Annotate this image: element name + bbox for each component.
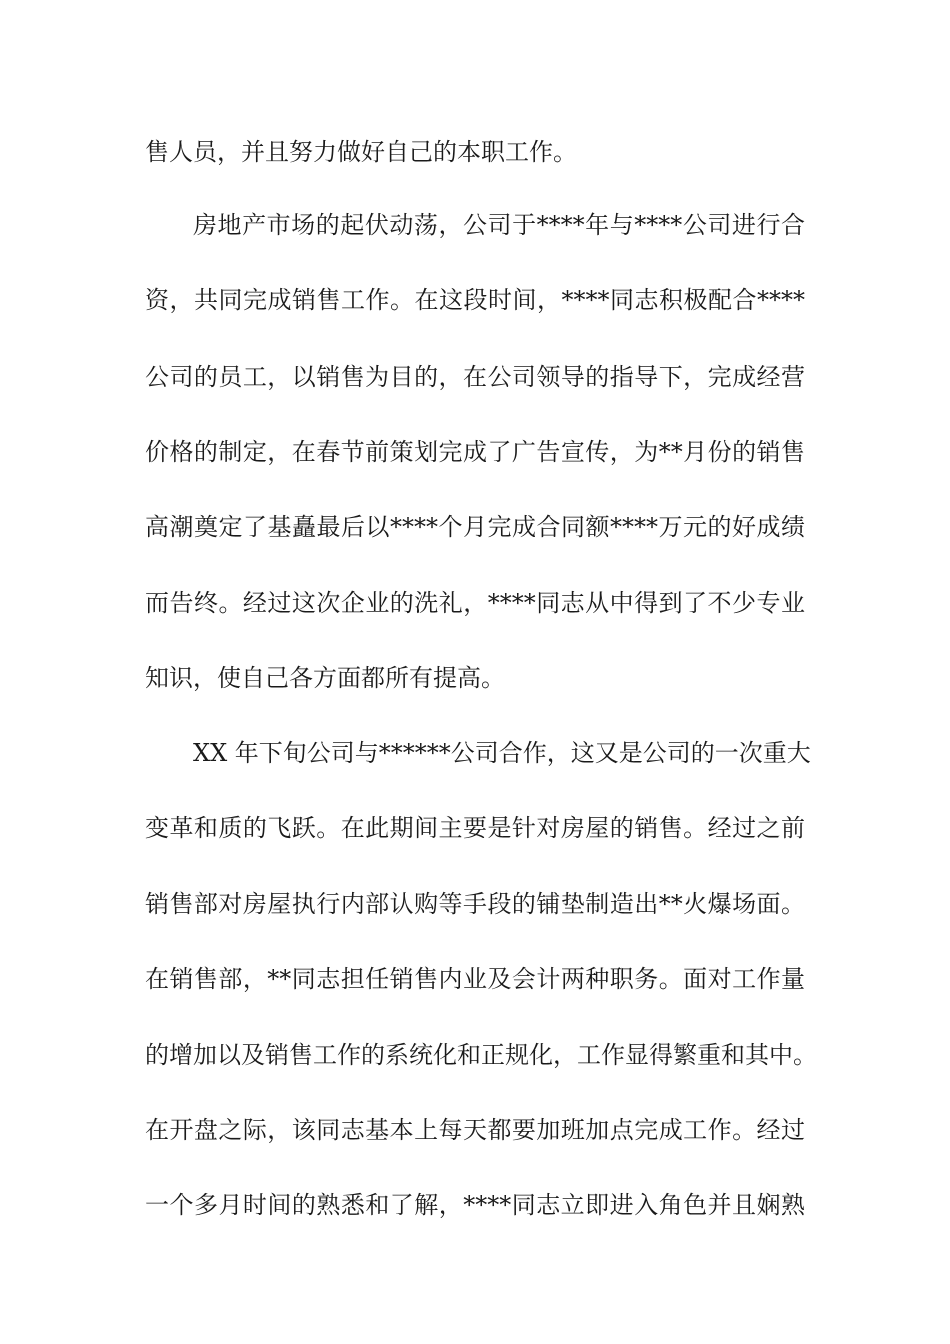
text-line: 在销售部，**同志担任销售内业及会计两种职务。面对工作量 — [145, 965, 805, 993]
text-line: 知识，使自己各方面都所有提高。 — [145, 664, 505, 692]
paragraph-first-line: 房地产市场的起伏动荡，公司于****年与****公司进行合 — [193, 211, 805, 239]
text-line: 价格的制定，在春节前策划完成了广告宣传，为**月份的销售 — [145, 438, 805, 466]
text-line: 售人员，并且努力做好自己的本职工作。 — [145, 138, 577, 166]
text-line: 资，共同完成销售工作。在这段时间，****同志积极配合**** — [145, 286, 805, 314]
text-line: 而告终。经过这次企业的洗礼，****同志从中得到了不少专业 — [145, 589, 805, 617]
text-line: 一个多月时间的熟悉和了解，****同志立即进入角色并且娴熟 — [145, 1191, 805, 1219]
paragraph-first-line: XX 年下旬公司与******公司合作，这又是公司的一次重大 — [193, 739, 811, 767]
text-line: 销售部对房屋执行内部认购等手段的铺垫制造出**火爆场面。 — [145, 890, 805, 918]
text-line: 公司的员工，以销售为目的，在公司领导的指导下，完成经营 — [145, 363, 805, 391]
text-line: 高潮奠定了基矗最后以****个月完成合同额****万元的好成绩 — [145, 513, 805, 541]
text-line: 在开盘之际，该同志基本上每天都要加班加点完成工作。经过 — [145, 1116, 805, 1144]
text-line: 变革和质的飞跃。在此期间主要是针对房屋的销售。经过之前 — [145, 814, 805, 842]
text-line: 的增加以及销售工作的系统化和正规化，工作显得繁重和其中。 — [145, 1041, 817, 1069]
